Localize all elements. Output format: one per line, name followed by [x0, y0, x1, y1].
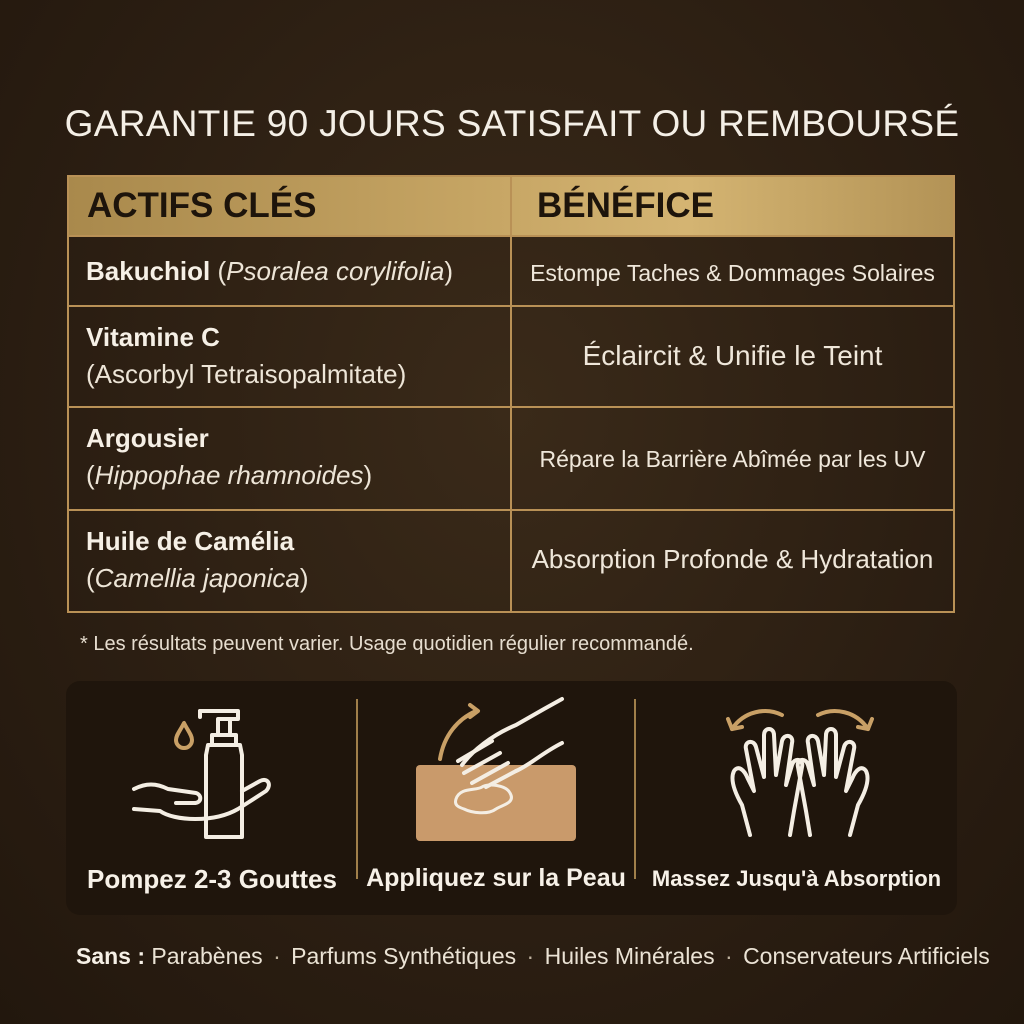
free-from-list: [76, 943, 990, 970]
ingredient-name: Huile de Camélia: [86, 526, 295, 556]
step-apply: [358, 681, 634, 915]
ingredient-name: Bakuchiol: [86, 256, 211, 286]
ingredient-latin-open: (: [210, 256, 227, 286]
step-pump: [66, 681, 358, 915]
step-label: Appliquez sur la Peau: [366, 864, 626, 892]
ingredient-latin: Psoralea corylifolia: [226, 256, 445, 286]
step-label: Pompez 2-3 Gouttes: [87, 864, 337, 894]
table-row: [69, 235, 953, 307]
results-disclaimer: * Les résultats peuvent varier. Usage quotidien régulier recommandé.: [80, 633, 694, 655]
ingredient-latin: Camellia japonica: [94, 563, 300, 593]
free-from-item: Parfums Synthétiques: [291, 943, 517, 969]
ingredient-cell: [86, 526, 506, 594]
free-from-item: Huiles Minérales: [544, 943, 715, 969]
step-massage: [636, 681, 957, 915]
free-from-prefix: Sans :: [76, 943, 146, 969]
table-row: [69, 406, 953, 511]
benefit-text: Éclaircit & Unifie le Teint: [582, 340, 883, 371]
pump-bottle-hand-icon: [130, 697, 280, 847]
header-key-actives: ACTIFS CLÉS: [87, 186, 317, 225]
free-from-item: Parabènes: [151, 943, 263, 969]
ingredient-name: Argousier: [86, 423, 209, 453]
benefit-text: Estompe Taches & Dommages Solaires: [530, 260, 935, 286]
ingredient-latin: Hippophae rhamnoides: [94, 460, 364, 490]
ingredient-latin-close: ): [299, 563, 309, 593]
free-from-item: Conservateurs Artificiels: [743, 943, 990, 969]
table-row: [69, 509, 953, 613]
ingredient-latin-close: ): [363, 460, 373, 490]
hands-massage-icon: [720, 695, 880, 845]
ingredient-name: Vitamine C: [86, 322, 220, 352]
hand-apply-skin-icon: [412, 695, 582, 845]
guarantee-title: GARANTIE 90 JOURS SATISFAIT OU REMBOURSÉ: [64, 103, 960, 144]
header-benefit: BÉNÉFICE: [537, 186, 714, 225]
ingredient-latin-open: (: [86, 563, 95, 593]
ingredient-cell: [86, 256, 506, 287]
ingredient-cell: [86, 423, 506, 491]
separator: ·: [273, 943, 281, 969]
ingredient-cell: [86, 322, 506, 390]
ingredients-table: [67, 175, 955, 613]
ingredient-latin: (Ascorbyl Tetraisopalmitate): [86, 359, 407, 389]
separator: ·: [526, 943, 535, 969]
ingredient-latin-open: (: [86, 460, 95, 490]
benefit-text: Répare la Barrière Abîmée par les UV: [539, 446, 926, 472]
usage-steps-panel: [66, 681, 957, 915]
ingredient-latin-close: ): [444, 256, 454, 286]
step-label: Massez Jusqu'à Absorption: [651, 866, 942, 891]
table-row: [69, 305, 953, 408]
separator: ·: [725, 943, 733, 969]
benefit-text: Absorption Profonde & Hydratation: [531, 544, 934, 574]
